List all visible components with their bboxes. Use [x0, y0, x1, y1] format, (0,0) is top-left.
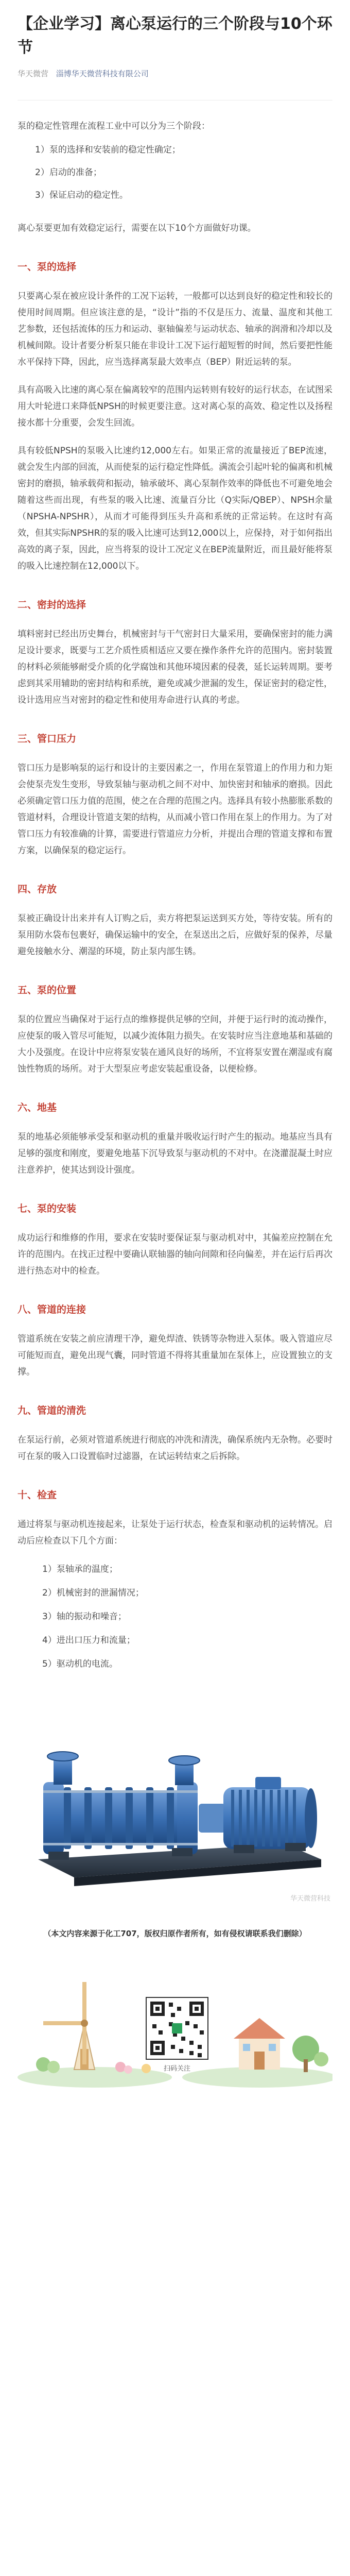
section-heading: 七、泵的安装: [18, 1203, 77, 1214]
qr-code: [146, 1997, 208, 2059]
section-paragraph: 只要离心泵在被应设计条件的工况下运转，一般都可以达到良好的稳定性和较长的使用时间周期。但应该注意的是，“设计”指的不仅是压力、流量、温度和其他工艺参数，还包括流体的压力和运动、驱轴偏差与运动状态、轴承的润滑和冷却以及机械间隙。设计者要分析泵只能在非设计工况下运行超短暂的时间，然后要把性能水平保持下降，因此，应当选择离泵最大效率点（BEP）附近运转的泵。: [18, 291, 332, 367]
section-paragraph: 管道系统在安装之前应清理干净，避免焊渣、铁锈等杂物进入泵体。吸入管道应尽可能短而直，避免出现气囊，同时管道不得将其重量加在泵体上，应设置独立的支撑。: [18, 1334, 332, 1377]
section-heading: 八、管道的连接: [18, 1304, 86, 1315]
stage-item: 1）泵的选择和安装前的稳定性确定；: [35, 145, 181, 155]
section-paragraph: 成功运行和维修的作用，要求在安装时要保证泵与驱动机对中，其偏差应控制在允许的范围内。在找正过程中要确认联轴器的轴向间隙和径向偏差，并在运行后再次进行热态对中的检查。: [18, 1233, 332, 1276]
check-item: 4）进出口压力和流量；: [42, 1635, 135, 1646]
section-heading: 六、地基: [18, 1102, 57, 1113]
image-watermark: 华天微营科技: [290, 1895, 330, 1903]
section-paragraph: 泵的位置应当确保对于运行点的维修提供足够的空间，并便于运行时的流动操作，应使泵的吸入管尽可能短，以减少流体阻力损失。在安装时应当注意地基和基础的大小及强度。在设计中应将泵安装在通风良好的场所，不宜将泵安置在潮湿或有腐蚀性物质的场所。对于大型泵应考虑安装起重设备，以便检修。: [18, 1014, 332, 1074]
check-item: 3）轴的振动和噪音；: [42, 1612, 127, 1622]
stage-list: [18, 139, 332, 207]
stage-item: 2）启动的准备；: [35, 167, 102, 178]
check-item: 2）机械密封的泄漏情况；: [42, 1588, 144, 1598]
check-item: 5）驱动机的电流。: [42, 1659, 118, 1669]
section-heading: 四、存放: [18, 884, 57, 895]
article-title: 【企业学习】离心泵运行的三个阶段与10个环节: [18, 15, 332, 57]
promo-illustration: [18, 1961, 332, 2090]
account-link[interactable]: 淄博华天微营科技有限公司: [56, 69, 149, 78]
section-paragraph: 具有较低NPSH的泵吸入比速约12,000左右。如果正常的流量接近了BEP流速，就会发生内部的回流，从而使泵的运行稳定性降低。满流会引起叶轮的偏离和机械密封的磨损，轴承载荷和振动，轴承破坏、离心泵制作效率的降低也不可避免地会随着这些而出现，有些泵的吸入比速、流量百分比（Q实际/QBEP）、NPSH余量（NPSHA-NPSHR），从而才可能得到压头升高和系统的正常运转。在这时有高效，但其实际NPSHR的泵的吸入比速可达到12,000以上，应保持，对于如何指出高效的离子泵，因此，应当将泵的设计工况定义在BEP流量附近，而且最好能将泵的吸入比速控制在12,000以下。: [18, 446, 332, 571]
section-paragraph: 在泵运行前，必须对管道系统进行彻底的冲洗和清洗，确保系统内无杂物。必要时可在泵的吸入口设置临时过滤器，在试运转结束之后拆除。: [18, 1435, 332, 1462]
promo-banner: [18, 1961, 332, 2090]
article-meta: [18, 68, 332, 79]
coupling-guard: [199, 1804, 225, 1833]
section-heading: 五、泵的位置: [18, 985, 77, 996]
section-heading: 二、密封的选择: [18, 599, 86, 611]
motor: [223, 1777, 317, 1849]
pump-casing: [43, 1752, 200, 1854]
section-heading: 十、检查: [18, 1489, 57, 1501]
intro-paragraph: 泵的稳定性管理在流程工业中可以分为三个阶段：: [18, 121, 210, 131]
stage-item: 3）保证启动的稳定性。: [35, 190, 128, 200]
qr-caption: 扫码关注: [163, 2065, 191, 2073]
pump-image: [18, 1705, 332, 1906]
section-paragraph: 管口压力是影响泵的运行和设计的主要因素之一，作用在泵管道上的作用力和力矩会使泵壳发生变形，导致泵轴与驱动机之间不对中、加快密封和轴承的磨损。因此必须确定管口压力值的范围，使之在合理的范围之内。选择具有较小热膨胀系数的管道材料，合理设计管道支架的结构，从而减小管口作用在泵上的作用力。为了对管口压力有较准确的计算，需要进行管道应力分析，并提出合理的管道支撑和布置方案，以确保泵的稳定运行。: [18, 763, 332, 856]
section-paragraph: 填料密封已经出历史舞台，机械密封与干气密封日大量采用，要确保密封的能力满足设计要求，既要与工艺介质性质相适应又要在操作条件允许的范围内。密封装置的材料必须能够耐受介质的化学腐蚀和其他环境因素的侵袭，延长运转周期。要考虑到其采用辅助的密封结构和系统，避免或减少泄漏的发生，保证密封的稳定性，设计选用应当对密封的稳定性和使用寿命进行认真的考虑。: [18, 629, 332, 705]
section-paragraph: 通过将泵与驱动机连接起来，让泵处于运行状态，检查泵和驱动机的运转情况。启动后应检查以下几个方面：: [18, 1519, 332, 1546]
section-heading: 一、泵的选择: [18, 261, 77, 273]
intro-paragraph: 离心泵要更加有效稳定运行，需要在以下10个方面做好功课。: [18, 223, 256, 233]
check-item: 1）泵轴承的温度；: [42, 1564, 118, 1574]
section-heading: 九、管道的清洗: [18, 1405, 86, 1416]
multistage-pump-illustration: [18, 1705, 332, 1906]
author-name: 华天微营: [18, 69, 49, 78]
check-list: [18, 1557, 332, 1676]
copyright-note: （本文内容来源于化工707，版权归原作者所有，如有侵权请联系我们删除）: [43, 1929, 307, 1938]
section-paragraph: 泵的地基必须能够承受泵和驱动机的重量并吸收运行时产生的振动。地基应当具有足够的强度和刚度，要避免地基下沉导致泵与驱动机的不对中。在浇灌混凝土时应注意养护，使其达到设计强度。: [18, 1132, 332, 1175]
section-paragraph: 泵被正确设计出来并有人订购之后，卖方将把泵运送到买方处，等待安装。所有的泵用防水袋布包裹好，确保运输中的安全，在泵送出之后，应做好泵的保养，尽量避免接触水分、潮湿的环境，防止泵内部生锈。: [18, 913, 332, 957]
section-heading: 三、管口压力: [18, 733, 77, 744]
section-paragraph: 具有高吸入比速的离心泵在偏离较窄的范围内运转则有较好的运行状态，在试图采用大叶轮进口来降低NPSH的时候更要注意。这对离心泵的高效、稳定性以及扬程接水都十分重要，会发生回流。: [18, 385, 332, 428]
